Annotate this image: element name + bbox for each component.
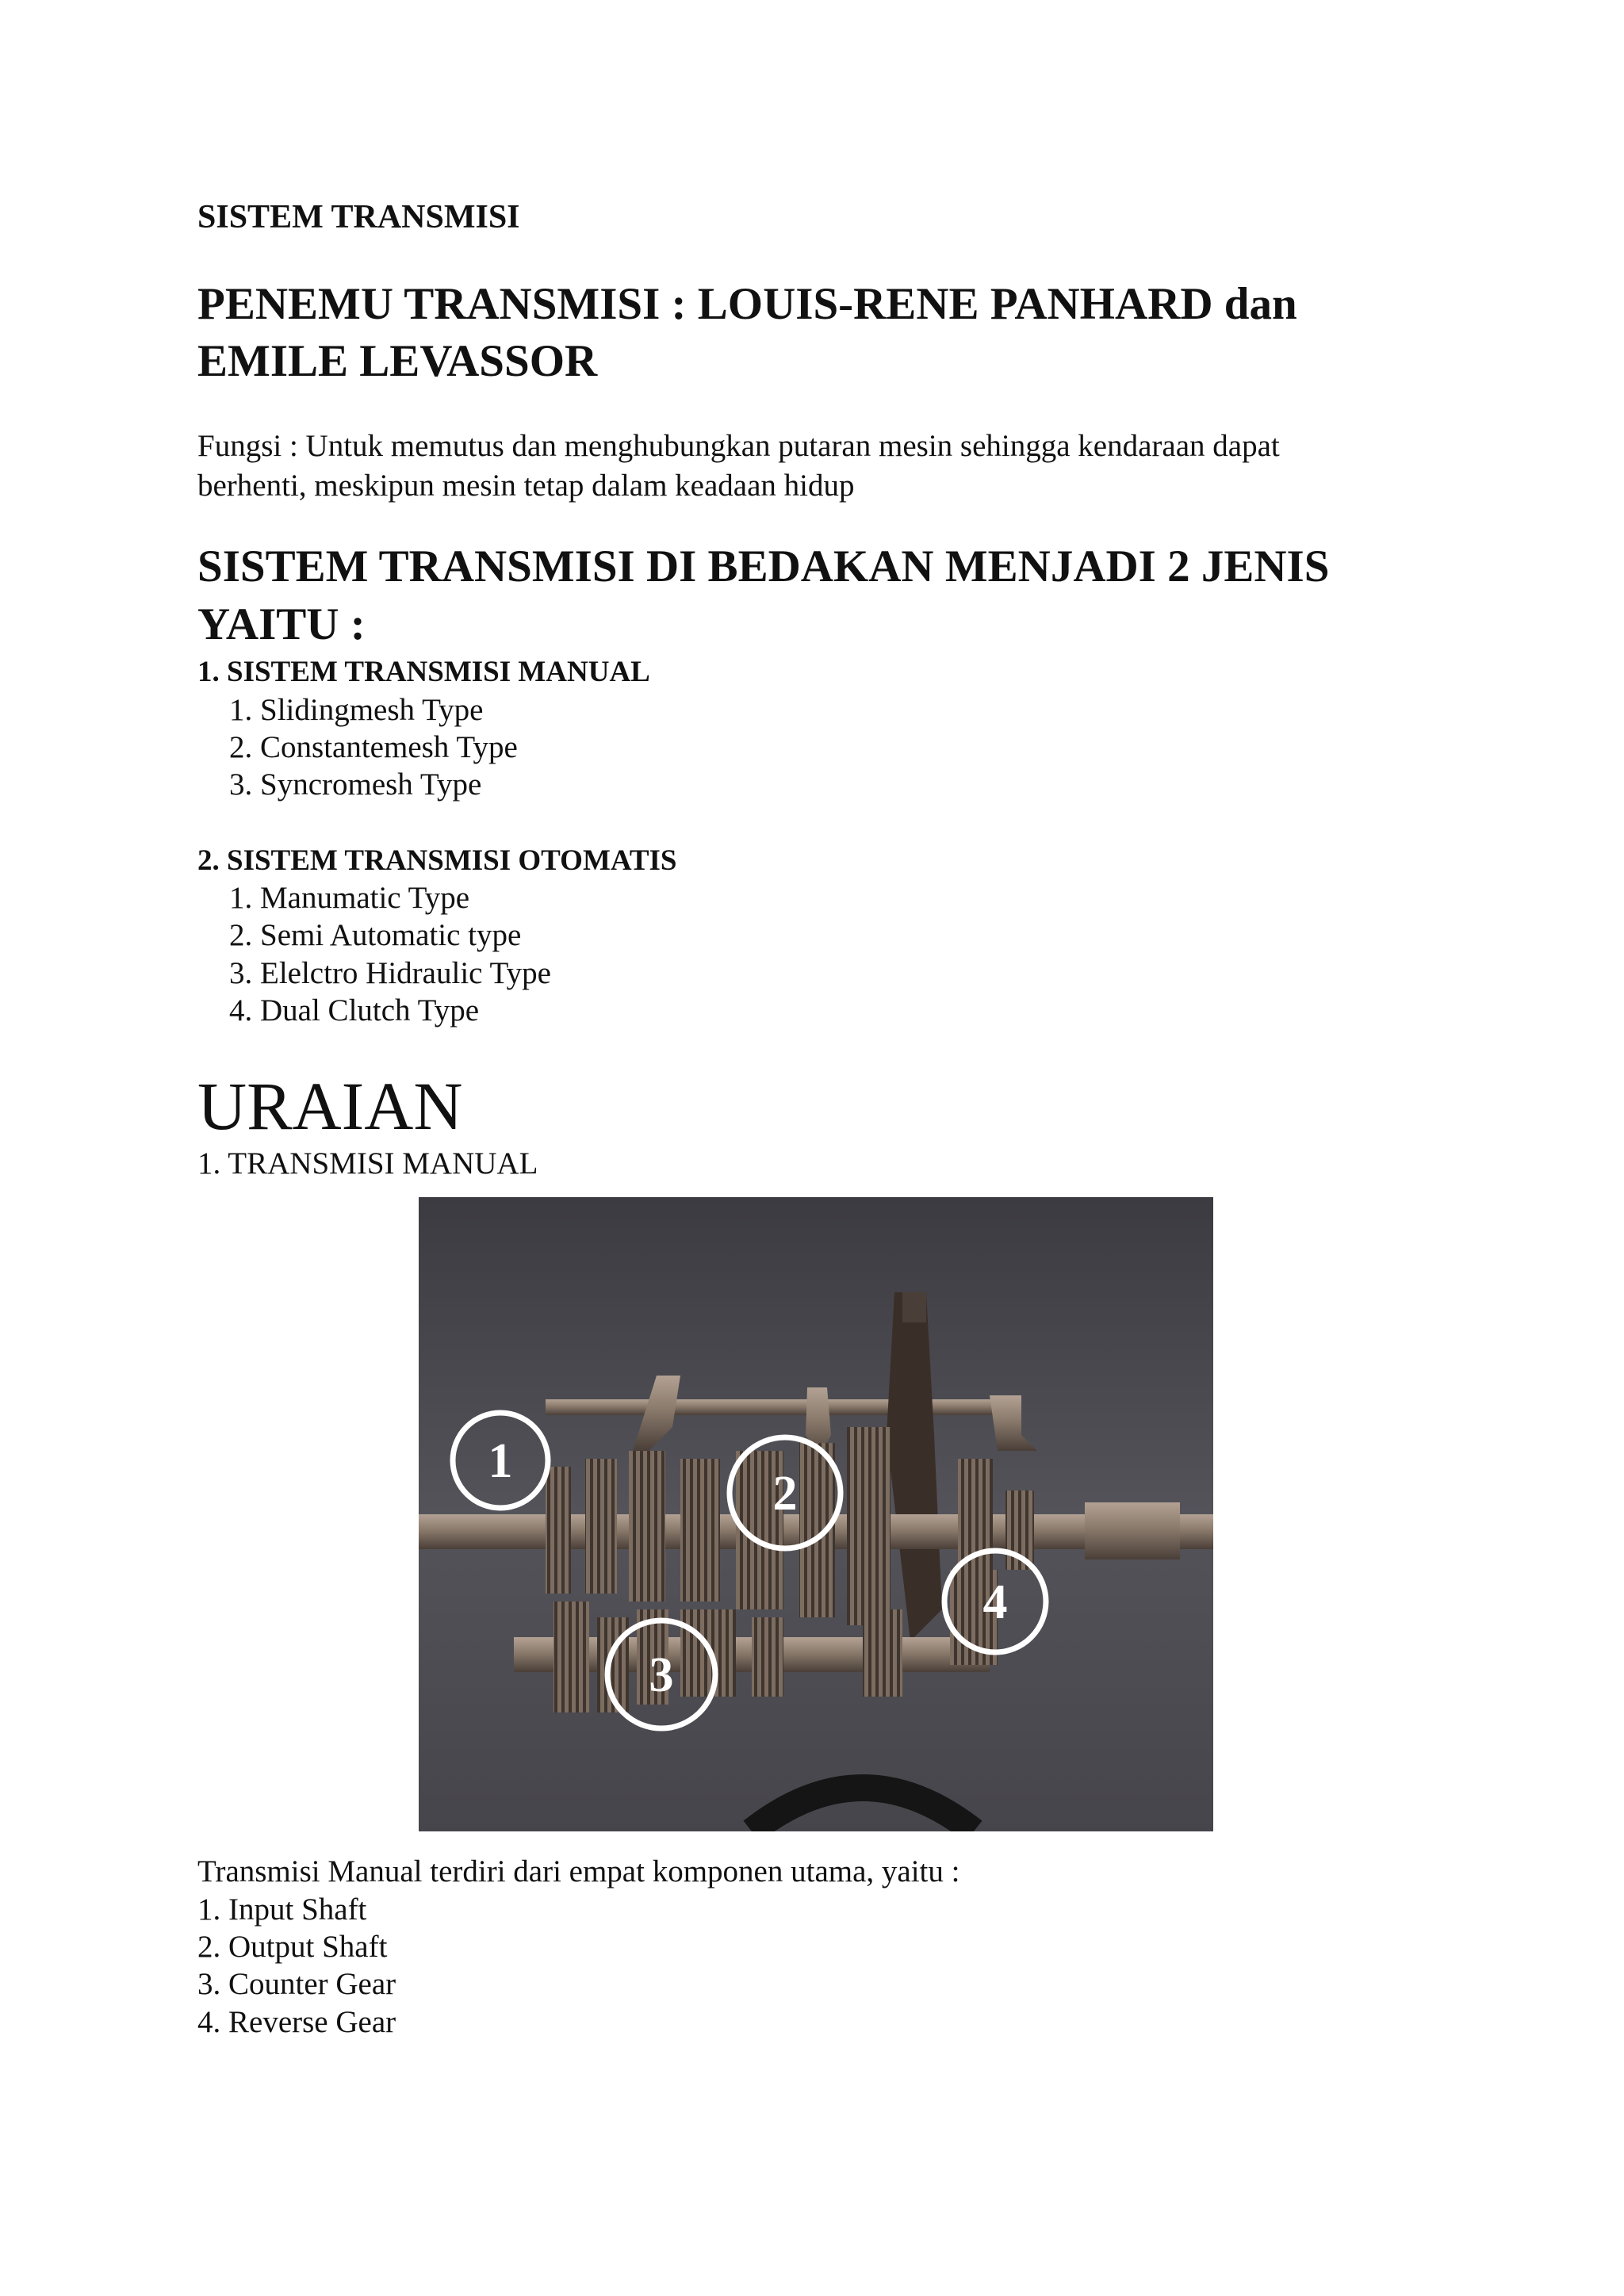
counter-gear-1 xyxy=(553,1601,589,1712)
list-item: 3. Elelctro Hidraulic Type xyxy=(229,956,551,990)
gear-2 xyxy=(585,1459,617,1594)
fork-top xyxy=(902,1292,926,1322)
counter-gear-6 xyxy=(863,1609,902,1697)
list-item: 1. Manumatic Type xyxy=(229,881,470,915)
function-line2: berhenti, meskipun mesin tetap dalam keadaan hidup xyxy=(197,469,855,503)
callout-label-1: 1 xyxy=(488,1434,513,1488)
list-item: 2. Semi Automatic type xyxy=(229,918,522,952)
function-line1: Fungsi : Untuk memutus dan menghubungkan putaran mesin sehingga kendaraan dapat xyxy=(197,429,1280,463)
types-heading xyxy=(197,538,1329,653)
gear-4 xyxy=(680,1459,720,1601)
types-heading-line1: SISTEM TRANSMISI DI BEDAKAN MENJADI 2 JENIS xyxy=(197,541,1330,591)
counter-gear-5 xyxy=(752,1617,783,1697)
gear-1 xyxy=(546,1467,571,1594)
callout-label-3: 3 xyxy=(649,1648,674,1702)
gear-7 xyxy=(847,1427,891,1625)
list-item: 1. Slidingmesh Type xyxy=(229,693,484,727)
list-item: 3. Counter Gear xyxy=(197,1967,396,2001)
callout-label-2: 2 xyxy=(772,1467,798,1521)
gearbox-figure xyxy=(419,1197,1213,1831)
manual-section-heading: 1. SISTEM TRANSMISI MANUAL xyxy=(197,656,650,688)
callout-label-4: 4 xyxy=(982,1575,1008,1629)
components-intro: Transmisi Manual terdiri dari empat komponen utama, yaitu : xyxy=(197,1854,960,1888)
list-item: 3. Syncromesh Type xyxy=(229,767,482,802)
inventor-heading xyxy=(197,276,1297,390)
list-item: 2. Output Shaft xyxy=(197,1930,388,1964)
types-heading-line2: YAITU : xyxy=(197,599,366,649)
list-item: 1. Input Shaft xyxy=(197,1892,367,1927)
selector-rod xyxy=(546,1399,1021,1415)
manual-transmission-label: 1. TRANSMISI MANUAL xyxy=(197,1146,538,1181)
list-item: 4. Reverse Gear xyxy=(197,2005,396,2039)
inventor-heading-line2: EMILE LEVASSOR xyxy=(197,336,598,386)
gear-3 xyxy=(629,1451,665,1601)
list-item: 4. Dual Clutch Type xyxy=(229,993,480,1027)
auto-section-heading: 2. SISTEM TRANSMISI OTOMATIS xyxy=(197,844,677,877)
list-item: 2. Constantemesh Type xyxy=(229,730,518,764)
function-paragraph xyxy=(197,427,1280,506)
inventor-heading-line1: PENEMU TRANSMISI : LOUIS-RENE PANHARD dan xyxy=(197,279,1297,329)
document-title: SISTEM TRANSMISI xyxy=(197,199,520,235)
uraian-heading: URAIAN xyxy=(197,1068,463,1144)
output-shaft-end xyxy=(1085,1502,1180,1559)
